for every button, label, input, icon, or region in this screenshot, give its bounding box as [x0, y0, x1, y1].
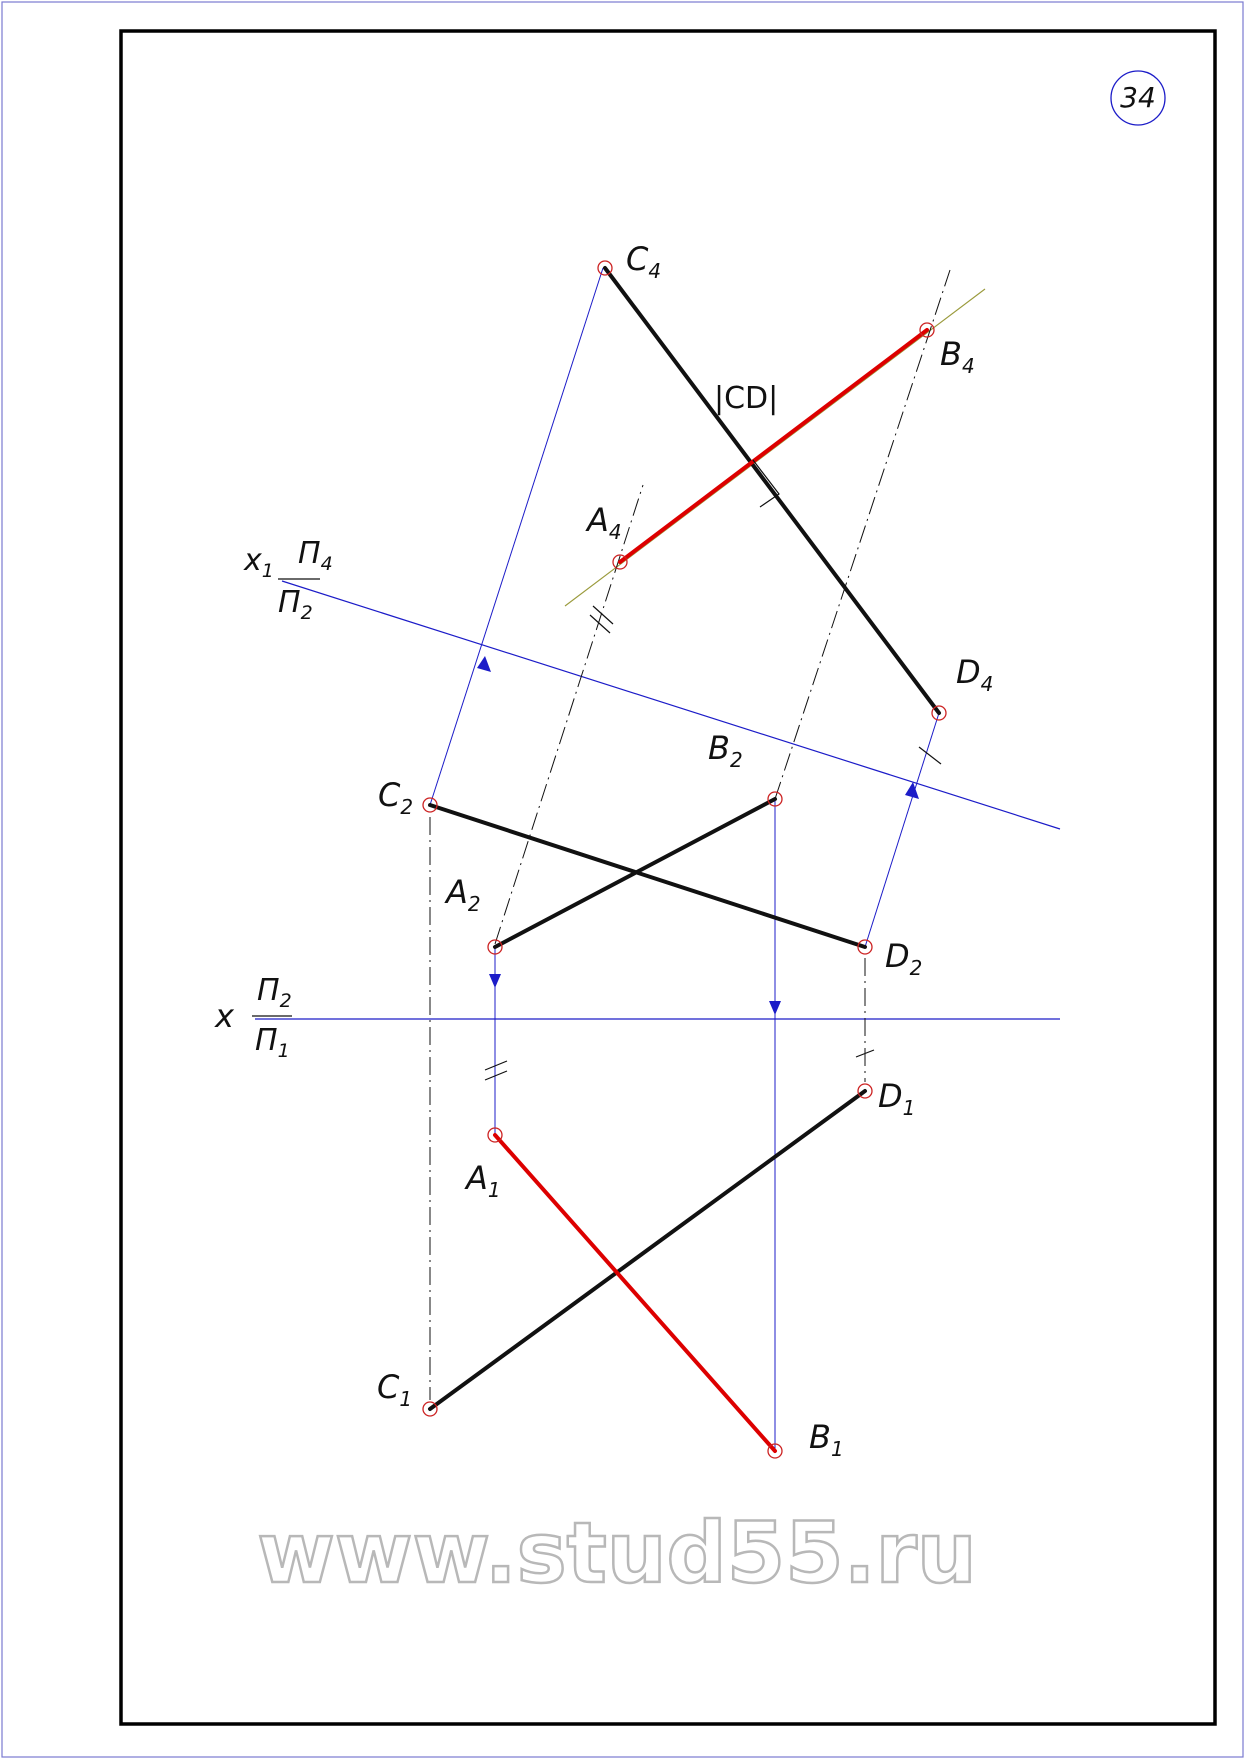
segment-c4d4 [605, 268, 939, 713]
arrow-up-c [477, 656, 491, 672]
label-b4: $B_4$ [940, 335, 975, 378]
axis-x1-plane-top: $П_4$ [298, 536, 333, 575]
point-markers [423, 261, 946, 1458]
arrow-down-a [489, 974, 501, 988]
label-b2: $B_2$ [708, 729, 743, 772]
label-b1: $B_1$ [809, 1418, 844, 1461]
projection-c2-c4 [430, 268, 603, 805]
label-d4: $D_4$ [956, 653, 994, 696]
label-c2: $C_2$ [378, 776, 414, 819]
segment-c1d1 [430, 1091, 865, 1409]
projection-lines [430, 268, 939, 1450]
dashdot-b2-b4 [775, 270, 950, 799]
label-d2: $D_2$ [885, 937, 923, 980]
dashdot-lines [430, 270, 950, 1400]
watermark: www.stud55.ru [257, 1504, 977, 1602]
label-d1: $D_1$ [878, 1077, 916, 1120]
segment-c2d2 [430, 805, 865, 947]
point-labels [377, 240, 993, 1461]
red-segments [495, 330, 927, 1451]
sheet-number: 34 [1120, 81, 1156, 114]
distance-label-cd: |CD| [714, 381, 779, 416]
label-c4: $C_4$ [626, 240, 662, 283]
label-a4: $A_4$ [587, 501, 622, 544]
black-segments [430, 268, 939, 1409]
segment-a4b4 [620, 330, 927, 562]
axis-x-label: x [215, 997, 234, 1035]
axis-x-labels [214, 973, 292, 1062]
label-c1: $C_1$ [377, 1368, 413, 1411]
projection-d2-d4 [865, 713, 939, 947]
segment-a2b2 [495, 799, 775, 947]
arrow-up-d [905, 782, 919, 799]
axis-x1-labels [243, 536, 333, 624]
label-a2: $A_2$ [446, 873, 481, 916]
axis-x-plane-top: $П_2$ [257, 973, 292, 1012]
label-a1: $A_1$ [466, 1159, 501, 1202]
tick-marks [485, 606, 941, 1080]
axis-x1-label: $x_1$ [244, 543, 274, 582]
axis-x-plane-bottom: $П_1$ [255, 1023, 290, 1062]
segment-a1b1 [495, 1135, 775, 1451]
projection-arrows [477, 656, 919, 1015]
axis-x1-plane-bottom: $П_2$ [278, 585, 313, 624]
dashdot-a2-a4 [495, 485, 643, 944]
drawing-frame [121, 31, 1215, 1724]
arrow-down-b [769, 1001, 781, 1015]
